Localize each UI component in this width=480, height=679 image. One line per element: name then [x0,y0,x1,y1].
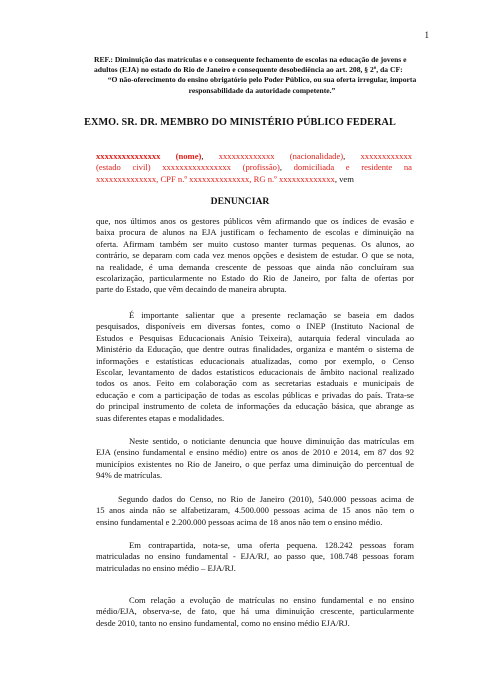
paragraph-line: matriculadas no ensino fundamental - EJA/RJ, ao passo que, 108.748 pessoas foram [96,551,414,562]
qualification-line: xxxxxxxxxxxxxxx (nome), xxxxxxxxxxxxx (nacionalidade), xxxxxxxxxxxx [96,151,413,161]
paragraph-line: oferta. Afirmam também ser muito custoso manter turmas pequenas. Os alunos, ao [96,238,414,249]
reference-line: adultos (EJA) no estado do Rio de Janeiro e consequente desobediência ao art. 208, § 2º, da CF: [94,65,403,75]
paragraph-line: escolarização, particularmente no Estado do Rio de Janeiro, por falta de ofertas por [96,273,414,284]
paragraph-line: Escolar, levantamento de dados estatísticos educacionais de âmbito nacional realizado [96,367,414,378]
paragraph [96,216,414,296]
qualification-line: (estado civil) xxxxxxxxxxxxxxxx (profissão), domiciliada e residente na [96,162,412,173]
reference-block [94,55,430,96]
paragraph-line: pesquisados, disponíveis em diversas fontes, como o INEP (Instituto Nacional de [96,321,414,332]
paragraph-line: do principal instrumento de coleta de informações da educação básica, que abrange as [96,401,414,412]
paragraph-line: desde 2010, tanto no ensino fundamental, como no ensino médio EJA/RJ. [96,617,350,628]
paragraph-line: parte do Estado, que vêm decaindo de maneira abrupta. [96,284,287,295]
addressee-heading: EXMO. SR. DR. MEMBRO DO MINISTÉRIO PÚBLICO FEDERAL [84,117,396,128]
paragraph-line: ensino fundamental e 2.200.000 pessoas acima de 18 anos não tem o ensino médio. [96,516,383,527]
civil-status-label: (estado civil) [96,162,151,173]
paragraph-line: informações e estatísticas educacionais atualizadas, como por exemplo, o Censo [96,355,414,366]
address-id-placeholder: xxxxxxxxxxxxxx, CPF n.º xxxxxxxxxxxxxx, RG n.º xxxxxxxxxxxxx [96,173,335,184]
paragraph-line: Em contrapartida, nota-se, uma oferta pequena. 128.242 pessoas foram [129,540,414,550]
paragraph-line: contrário, se deparam com cada vez menos opções e desistem de estudar. O que se nota, [96,250,414,261]
paragraph-line: Com relação a evolução de matrículas no ensino fundamental e no ensino [129,595,414,605]
civil-status-placeholder: xxxxxxxxxxxx [360,151,413,161]
paragraph [96,540,414,574]
name-placeholder: xxxxxxxxxxxxxxx (nome) [96,151,202,161]
paragraph-line: todos os anos. Feito em colaboração com as secretarias estaduais e municipais de [96,378,414,389]
paragraph [96,595,414,629]
profession-placeholder: xxxxxxxxxxxxxxxx (profissão) [162,162,280,173]
paragraph-line: Estudos e Pesquisas Educacionais Anísio Teixeira), autarquia federal vinculada ao [96,332,414,343]
reference-line: “O não-oferecimento do ensino obrigatório pelo Poder Público, ou sua oferta irregular, importa [107,75,417,85]
reference-line: responsabilidade da autoridade competente.” [188,85,336,95]
paragraph-line: EJA (ensino fundamental e ensino médio) entre os anos de 2010 e 2014, em 87 dos 92 [96,447,414,458]
paragraph-line: que, nos últimos anos os gestores públicos vêm afirmando que os índices de evasão e [96,216,414,226]
paragraph [96,310,414,424]
paragraph-line: Neste sentido, o noticiante denuncia que houve diminuição das matrículas em [129,436,414,446]
paragraph-line: médio/EJA, observa-se, de fato, que há uma diminuição crescente, particularmente [96,606,414,617]
reference-line: REF.: Diminuição das matrículas e o consequente fechamento de escolas na educação de jovens e [94,55,407,64]
paragraph-line: na realidade, é uma demanda crescente de pessoas que ainda não concluíram sua [96,261,414,272]
qualification-line: xxxxxxxxxxxxxx, CPF n.º xxxxxxxxxxxxxx, RG n.º xxxxxxxxxxxxx, vem [96,173,354,184]
paragraph [96,494,414,528]
qualification-block [96,151,412,185]
page-number: 1 [424,30,429,40]
nationality-placeholder: xxxxxxxxxxxxx (nacionalidade) [218,151,344,161]
paragraph-line: É importante salientar que a presente reclamação se baseia em dados [129,310,414,320]
paragraph-line: baixa procura de alunos na EJA justificam o fechamento de escolas e diminuição na [96,227,414,238]
paragraph [96,436,414,482]
paragraph-line: 15 anos ainda não se alfabetizaram, 4.500.000 pessoas acima de 15 anos não tem o [96,505,414,516]
paragraph-line: Segundo dados do Censo, no Rio de Janeiro (2010), 540.000 pessoas acima de [118,494,414,504]
paragraph-line: Ministério da Educação, que dentre outras finalidades, organiza e mantém o sistema de [96,344,414,355]
paragraph-line: matriculadas no ensino médio – EJA/RJ. [96,562,236,573]
paragraph-line: suas diferentes etapas e modalidades. [96,412,225,423]
domicile-label: domiciliada e residente na [293,162,412,173]
paragraph-line: educação e com a participação de todas as escolas públicas e privadas do país. Trata-se [96,389,414,400]
paragraph-line: municípios existentes no Rio de Janeiro, o que perfaz uma diminuição do percentual de [96,458,414,469]
paragraph-line: 94% de matrículas. [96,470,163,481]
denunciar-heading: DENUNCIAR [210,196,270,207]
